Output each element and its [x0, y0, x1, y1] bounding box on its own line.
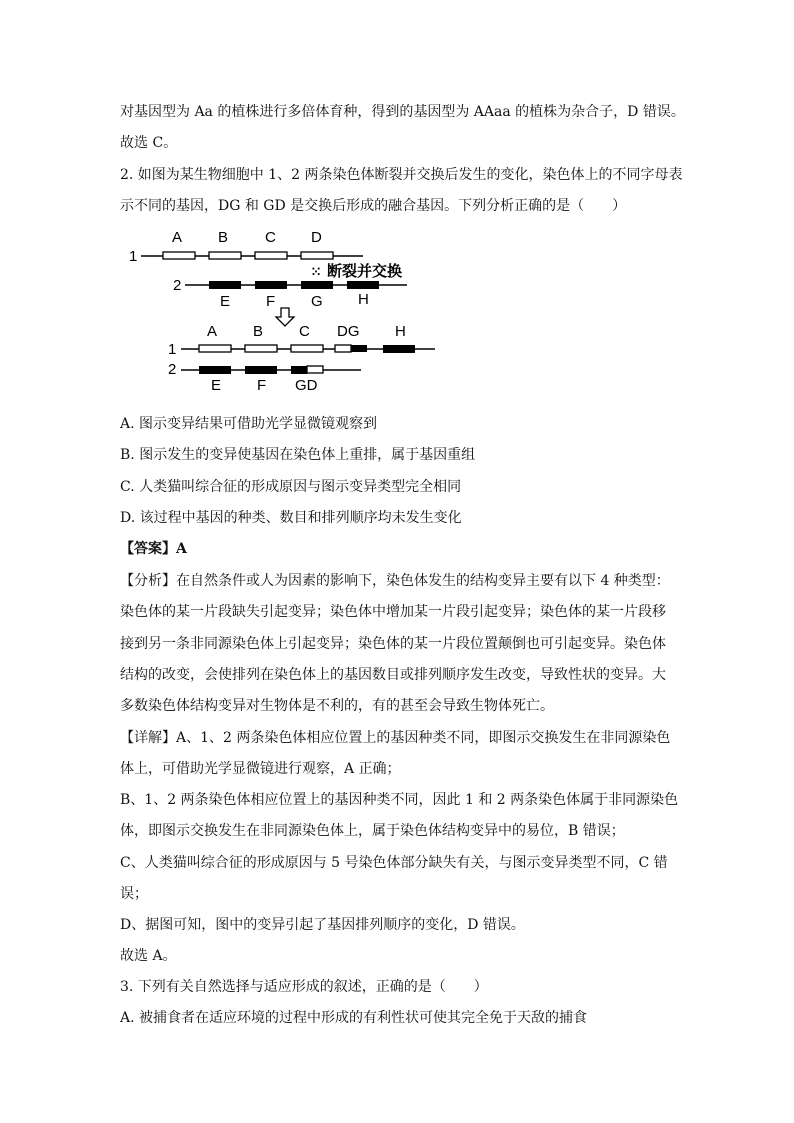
gene-E-after: [199, 366, 231, 374]
option-b: B. 图示发生的变异使基因在染色体上重排，属于基因重组: [120, 447, 476, 463]
chrom2-number: 2: [173, 277, 182, 294]
analysis-line-2: 染色体的某一片段缺失引起变异；染色体中增加某一片段引起变异；染色体的某一片段移: [120, 604, 666, 620]
break-mark: ⁙: [311, 265, 322, 279]
gene-label-C-after: C: [299, 323, 310, 340]
gene-label-H: H: [358, 291, 369, 308]
question-3-stem: 3. 下列有关自然选择与适应形成的叙述，正确的是（ ）: [120, 979, 488, 995]
gene-H-after: [383, 345, 415, 353]
detail-line-2: 体上，可借助光学显微镜进行观察，A 正确；: [120, 761, 401, 777]
gene-label-F-after: F: [257, 377, 267, 394]
gene-label-E-after: E: [211, 377, 222, 394]
detail-line-1: 【详解】A、1、2 两条染色体相应位置上的基因种类不同，即图示交换发生在非同源染色: [120, 730, 671, 746]
gene-H-before: [347, 281, 379, 289]
chrom2-number-after: 2: [168, 361, 177, 378]
gene-GD-after-solid: [291, 366, 307, 374]
gene-label-B-after: B: [253, 323, 264, 340]
gene-label-A: A: [172, 229, 183, 246]
gene-G-before: [301, 281, 333, 289]
option-d: D. 该过程中基因的种类、数目和排列顺序均未发生变化: [120, 510, 462, 526]
gene-F-before: [255, 281, 287, 289]
option-c: C. 人类猫叫综合征的形成原因与图示变异类型完全相同: [120, 479, 462, 495]
analysis-line-5: 多数染色体结构变异对生物体是不利的，有的甚至会导致生物体死亡。: [120, 698, 554, 714]
gene-label-DG-after: DG: [337, 323, 360, 340]
gene-DG-after-solid: [351, 345, 367, 352]
gene-label-C: C: [265, 229, 276, 246]
analysis-line-3: 接到另一条非同源染色体上引起变异；染色体的某一片段位置颠倒也可引起变异。染色体: [120, 636, 666, 652]
chromosome-exchange-diagram: [125, 222, 445, 394]
question-2-stem-line-2: 示不同的基因，DG 和 GD 是交换后形成的融合基因。下列分析正确的是（ ）: [120, 198, 627, 214]
gene-D-before: [301, 252, 333, 259]
detail-line-6: 误；: [120, 886, 148, 902]
gene-B-before: [209, 252, 241, 259]
gene-label-E: E: [220, 293, 231, 310]
conclusion-line: 故选 A。: [120, 948, 177, 964]
text-line-2: 故选 C。: [120, 135, 178, 151]
gene-label-G: G: [311, 293, 323, 310]
chrom1-number-after: 1: [168, 341, 177, 358]
chrom1-number: 1: [129, 248, 138, 265]
gene-A-after: [199, 345, 231, 352]
down-arrow-icon: [276, 308, 294, 326]
gene-B-after: [245, 345, 277, 352]
option-a: A. 图示变异结果可借助光学显微镜观察到: [120, 416, 378, 432]
question-2-stem-line-1: 2. 如图为某生物细胞中 1、2 两条染色体断裂并交换后发生的变化，染色体上的不同字母表: [120, 167, 683, 183]
exchange-label: 断裂并交换: [327, 263, 403, 280]
detail-line-7: D、据图可知，图中的变异引起了基因排列顺序的变化，D 错误。: [120, 917, 525, 933]
answer-line: 【答案】A: [120, 541, 187, 557]
gene-DG-after-hollow: [335, 345, 351, 352]
gene-label-A-after: A: [207, 323, 218, 340]
gene-A-before: [163, 252, 195, 259]
gene-C-after: [291, 345, 323, 352]
gene-label-B: B: [218, 229, 229, 246]
gene-label-F: F: [266, 293, 276, 310]
detail-line-5: C、人类猫叫综合征的形成原因与 5 号染色体部分缺失有关，与图示变异类型不同，C 错: [120, 855, 668, 871]
analysis-line-4: 结构的改变，会使排列在染色体上的基因数目或排列顺序发生改变，导致性状的变异。大: [120, 667, 666, 683]
gene-GD-after-hollow: [307, 366, 323, 373]
gene-F-after: [245, 366, 277, 374]
text-line-1: 对基因型为 Aa 的植株进行多倍体育种，得到的基因型为 AAaa 的植株为杂合子，D 错误。: [120, 104, 685, 120]
detail-line-4: 体，即图示交换发生在非同源染色体上，属于染色体结构变异中的易位，B 错误；: [120, 823, 625, 839]
gene-label-D: D: [311, 229, 322, 246]
question-3-option-a: A. 被捕食者在适应环境的过程中形成的有利性状可使其完全免于天敌的捕食: [120, 1010, 588, 1026]
gene-C-before: [255, 252, 287, 259]
detail-line-3: B、1、2 两条染色体相应位置上的基因种类不同，因此 1 和 2 两条染色体属于非同源染色: [120, 792, 679, 808]
analysis-line-1: 【分析】在自然条件或人为因素的影响下，染色体发生的结构变异主要有以下 4 种类型：: [120, 573, 670, 589]
gene-label-GD-after: GD: [295, 377, 318, 394]
gene-E-before: [209, 281, 241, 289]
gene-label-H-after: H: [395, 323, 406, 340]
